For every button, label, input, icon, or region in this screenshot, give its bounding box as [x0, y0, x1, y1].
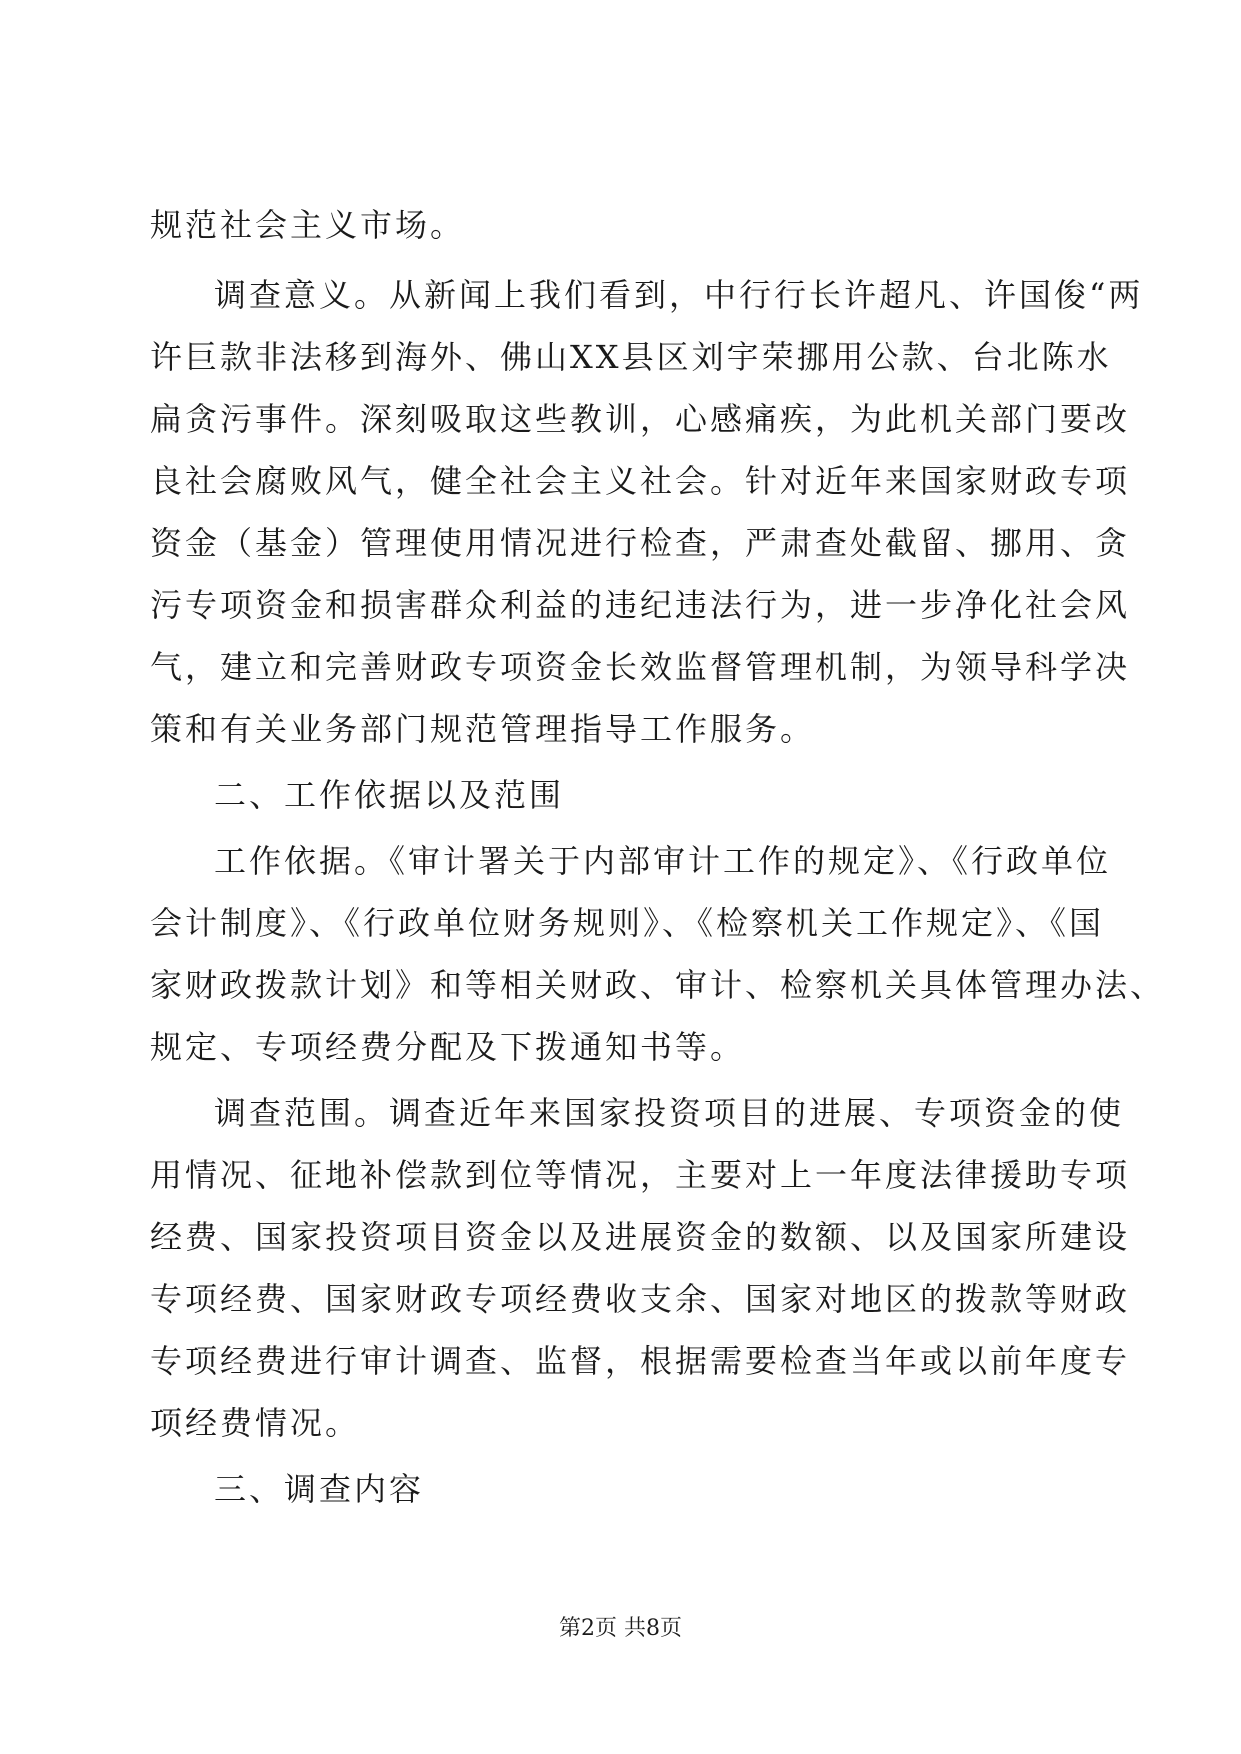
text-line: 许巨款非法移到海外、佛山XX县区刘宇荣挪用公款、台北陈水 — [150, 338, 1112, 376]
text-line: 良社会腐败风气，健全社会主义社会。针对近年来国家财政专项 — [150, 462, 1131, 500]
text-line: 气，建立和完善财政专项资金长效监督管理机制，为领导科学决 — [150, 648, 1131, 686]
text-line: 用情况、征地补偿款到位等情况，主要对上一年度法律援助专项 — [150, 1156, 1131, 1194]
text-line: 规定、专项经费分配及下拨通知书等。 — [150, 1028, 746, 1066]
paragraph-first-line: 调查范围。调查近年来国家投资项目的进展、专项资金的使 — [214, 1094, 1125, 1132]
paragraph-first-line: 调查意义。从新闻上我们看到，中行行长许超凡、许国俊“两 — [214, 276, 1144, 314]
paragraph-first-line: 工作依据。《审计署关于内部审计工作的规定》、《行政单位 — [214, 842, 1112, 880]
text-line: 会计制度》、《行政单位财务规则》、《检察机关工作规定》、《国 — [150, 904, 1105, 942]
text-line: 资金（基金）管理使用情况进行检查，严肃查处截留、挪用、贪 — [150, 524, 1131, 562]
text-line: 策和有关业务部门规范管理指导工作服务。 — [150, 710, 816, 748]
text-line: 项经费情况。 — [150, 1404, 361, 1442]
text-line: 规范社会主义市场。 — [150, 206, 466, 244]
section-heading: 三、调查内容 — [214, 1470, 425, 1508]
page-footer: 第2页 共8页 — [559, 1616, 682, 1641]
text-line: 污专项资金和损害群众利益的违纪违法行为，进一步净化社会风 — [150, 586, 1131, 624]
text-line: 经费、国家投资项目资金以及进展资金的数额、以及国家所建设 — [150, 1218, 1131, 1256]
text-line: 扁贪污事件。深刻吸取这些教训，心感痛疾，为此机关部门要改 — [150, 400, 1131, 438]
section-heading: 二、工作依据以及范围 — [214, 776, 565, 814]
text-line: 专项经费进行审计调查、监督，根据需要检查当年或以前年度专 — [150, 1342, 1131, 1380]
text-line: 专项经费、国家财政专项经费收支余、国家对地区的拨款等财政 — [150, 1280, 1131, 1318]
text-line: 家财政拨款计划》和等相关财政、审计、检察机关具体管理办法、 — [150, 966, 1166, 1004]
